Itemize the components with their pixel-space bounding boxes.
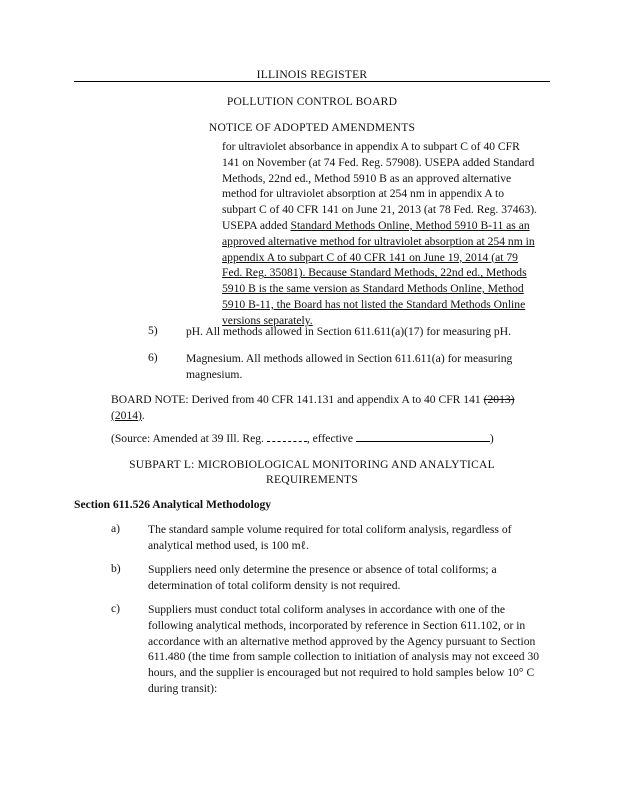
item-a-number: a) bbox=[111, 522, 121, 535]
source-blank-1 bbox=[267, 432, 307, 442]
section-title: Section 611.526 Analytical Methodology bbox=[74, 498, 272, 511]
subpart-title-line-1: SUBPART L: MICROBIOLOGICAL MONITORING AND ANALYTICAL bbox=[129, 458, 495, 471]
notice-title: NOTICE OF ADOPTED AMENDMENTS bbox=[208, 121, 416, 134]
subpart-title-line-2: REQUIREMENTS bbox=[266, 473, 358, 486]
item-b-number: b) bbox=[111, 562, 121, 575]
source-line bbox=[111, 431, 551, 447]
intro-text: for ultraviolet absorbance in appendix A to subpart C of 40 CFR 141 on November (at 74 Fed. Reg. 57908). USEPA added Standard Methods, 22nd ed., Method 5910 B as an approved alternative method for ultraviolet absorption at 254 nm in appendix A to subpart C of 40 CFR 141 on June 21, 2013 (at 78 Fed. Reg. 37463). USEPA added bbox=[222, 140, 537, 232]
source-blank-2 bbox=[356, 432, 490, 442]
board-title: POLLUTION CONTROL BOARD bbox=[226, 95, 398, 108]
board-note-text: BOARD NOTE: Derived from 40 CFR 141.131 and appendix A to 40 CFR 141 bbox=[111, 393, 484, 406]
item-6-number: 6) bbox=[148, 351, 158, 364]
source-suffix: ) bbox=[489, 432, 494, 445]
register-title: ILLINOIS REGISTER bbox=[256, 68, 368, 81]
intro-paragraph bbox=[222, 139, 540, 329]
item-b-text: Suppliers need only determine the presence or absence of total coliforms; a determination of total coliform density is not required. bbox=[148, 563, 497, 592]
board-note-deleted: (2013) bbox=[483, 393, 515, 406]
intro-inserted-text: Standard Methods Online, Method 5910 B-11 as an approved alternative method for ultraviolet absorption at 254 nm in appendix A to subpart C of 40 CFR 141 on June 19, 2014 (at 79 Fed. Reg. 35081). Because Standard Methods, 22nd ed., Methods 5910 B is the same version as Standard Methods Online, Method 5910 B-11, the Board has not listed the Standard Methods Online versions separately. bbox=[222, 218, 535, 327]
source-mid: , effective bbox=[306, 432, 356, 445]
item-5-number: 5) bbox=[148, 324, 158, 337]
board-note bbox=[111, 392, 545, 424]
board-note-inserted: (2014) bbox=[111, 408, 142, 422]
item-c-number: c) bbox=[111, 602, 121, 615]
item-c-text: Suppliers must conduct total coliform analyses in accordance with one of the following analytical methods, incorporated by reference in Section 611.102, or in accordance with an alternative method approved by the Agency pursuant to Section 611.480 (the time from sample collection to initiation of analysis may not exceed 30 hours, and the supplier is encouraged but not required to hold samples below 10° C during transit): bbox=[148, 603, 540, 695]
header-rule bbox=[74, 81, 550, 82]
board-note-end: . bbox=[141, 408, 145, 422]
item-6-text: Magnesium. All methods allowed in Section 611.611(a) for measuring magnesium. bbox=[186, 352, 513, 381]
item-a-text: The standard sample volume required for total coliform analysis, regardless of analytical method used, is 100 mℓ. bbox=[148, 523, 512, 552]
item-5-text: pH. All methods allowed in Section 611.611(a)(17) for measuring pH. bbox=[186, 325, 511, 338]
source-prefix: (Source: Amended at 39 Ill. Reg. bbox=[111, 432, 267, 445]
